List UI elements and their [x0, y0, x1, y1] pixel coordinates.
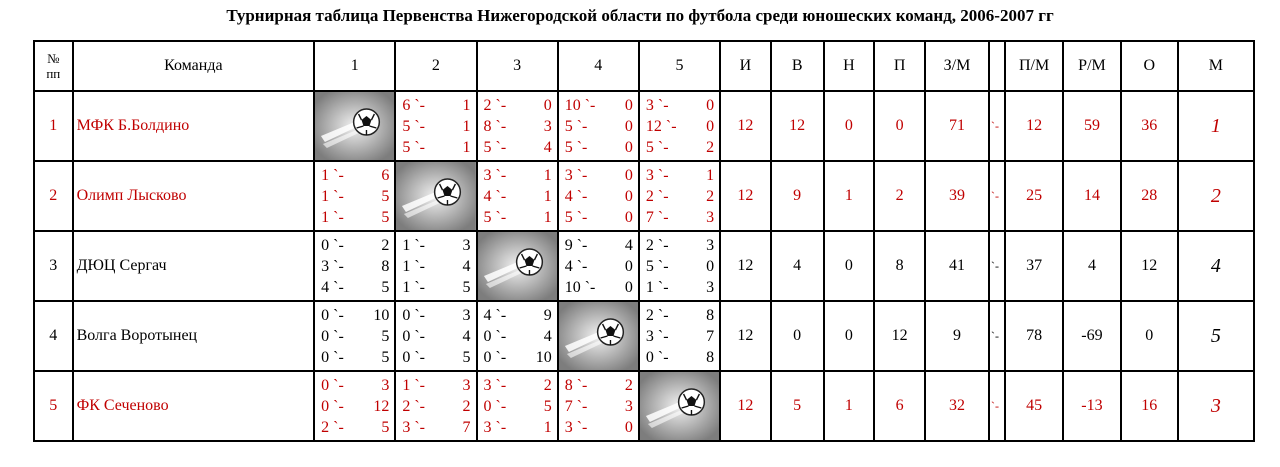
match-score-line	[396, 277, 475, 298]
match-score-line	[559, 235, 638, 256]
match-score-line	[315, 207, 394, 228]
header-scored: З/М	[925, 41, 989, 91]
header-wins: В	[771, 41, 824, 91]
match-score-line	[396, 305, 475, 326]
match-score-line	[559, 417, 638, 438]
score-away: 0	[624, 166, 633, 184]
stat-draws: 0	[824, 301, 875, 371]
match-score-line	[396, 375, 475, 396]
match-score-cell	[639, 161, 720, 231]
stat-points: 0	[1121, 301, 1178, 371]
team-name: ФК Сеченово	[73, 371, 315, 441]
score-home: 6 `-	[402, 96, 425, 114]
score-home: 0 `-	[402, 327, 425, 345]
score-away: 2	[462, 397, 471, 415]
score-away: 0	[624, 138, 633, 156]
score-away: 5	[543, 397, 552, 415]
score-away: 1	[706, 166, 715, 184]
score-away: 2	[706, 138, 715, 156]
match-score-cell	[314, 301, 395, 371]
table-row	[34, 91, 1254, 161]
match-score-line	[478, 95, 557, 116]
match-score-cell	[639, 231, 720, 301]
self-match-cell	[477, 231, 558, 301]
row-num: 3	[34, 231, 73, 301]
score-home: 1 `-	[321, 166, 344, 184]
score-home: 0 `-	[402, 348, 425, 366]
score-away: 3	[543, 117, 552, 135]
stat-draws: 0	[824, 231, 875, 301]
score-home: 1 `-	[645, 278, 669, 296]
score-home: 5 `-	[564, 138, 588, 156]
score-away: 10	[535, 348, 552, 366]
match-score-line	[478, 186, 557, 207]
match-score-line	[315, 347, 394, 368]
score-away: 1	[462, 96, 471, 114]
score-home: 0 `-	[321, 306, 344, 324]
stat-conceded: 37	[1005, 231, 1063, 301]
score-away: 0	[624, 208, 633, 226]
score-away: 4	[543, 138, 552, 156]
score-home: 0 `-	[402, 306, 425, 324]
match-score-line	[640, 186, 719, 207]
score-away: 1	[543, 166, 552, 184]
score-home: 9 `-	[564, 236, 588, 254]
score-home: 0 `-	[321, 236, 344, 254]
stat-scored: 71	[925, 91, 989, 161]
stat-conceded: 45	[1005, 371, 1063, 441]
match-score-line	[478, 417, 557, 438]
self-match-cell	[558, 301, 639, 371]
score-away: 3	[462, 306, 471, 324]
score-away: 3	[706, 278, 715, 296]
match-score-line	[315, 396, 394, 417]
match-score-cell	[477, 301, 558, 371]
score-away: 0	[624, 117, 633, 135]
header-num-line2: пп	[46, 66, 61, 81]
match-score-cell	[395, 91, 476, 161]
match-score-cell	[558, 161, 639, 231]
match-score-line	[559, 165, 638, 186]
score-home: 4 `-	[483, 306, 507, 324]
score-away: 0	[624, 96, 633, 114]
table-row	[34, 301, 1254, 371]
score-home: 5 `-	[483, 208, 507, 226]
row-num: 2	[34, 161, 73, 231]
score-away: 9	[543, 306, 552, 324]
soccer-ball-icon	[478, 232, 557, 300]
score-home: 3 `-	[402, 418, 425, 436]
score-home: 4 `-	[564, 257, 588, 275]
score-home: 1 `-	[402, 236, 425, 254]
score-away: 5	[381, 208, 390, 226]
match-score-line	[315, 326, 394, 347]
header-col-2: 2	[395, 41, 476, 91]
score-home: 10 `-	[564, 278, 596, 296]
header-team: Команда	[73, 41, 315, 91]
score-away: 8	[706, 306, 715, 324]
score-away: 0	[706, 117, 715, 135]
stat-points: 36	[1121, 91, 1178, 161]
stat-scored: 41	[925, 231, 989, 301]
score-away: 0	[706, 257, 715, 275]
stat-conceded: 25	[1005, 161, 1063, 231]
score-home: 3 `-	[483, 418, 507, 436]
stat-sep: `-	[989, 301, 1005, 371]
score-away: 2	[706, 187, 715, 205]
match-score-line	[315, 256, 394, 277]
match-score-line	[640, 165, 719, 186]
match-score-line	[640, 305, 719, 326]
match-score-line	[396, 137, 475, 158]
match-score-cell	[395, 231, 476, 301]
score-away: 1	[543, 418, 552, 436]
stat-games: 12	[720, 371, 771, 441]
match-score-line	[478, 396, 557, 417]
stat-games: 12	[720, 301, 771, 371]
score-away: 3	[706, 208, 715, 226]
score-away: 1	[543, 208, 552, 226]
match-score-line	[559, 277, 638, 298]
stat-sep: `-	[989, 371, 1005, 441]
stat-losses: 8	[874, 231, 925, 301]
score-away: 5	[381, 327, 390, 345]
score-home: 5 `-	[483, 138, 507, 156]
match-score-cell	[314, 371, 395, 441]
table-row	[34, 161, 1254, 231]
stat-losses: 12	[874, 301, 925, 371]
header-separator	[989, 41, 1005, 91]
soccer-ball-icon	[396, 162, 475, 230]
match-score-cell	[558, 231, 639, 301]
score-away: 6	[381, 166, 390, 184]
score-away: 4	[624, 236, 633, 254]
match-score-line	[478, 137, 557, 158]
match-score-line	[640, 347, 719, 368]
match-score-line	[559, 95, 638, 116]
stat-games: 12	[720, 231, 771, 301]
score-away: 3	[624, 397, 633, 415]
match-score-line	[315, 375, 394, 396]
stat-wins: 4	[771, 231, 824, 301]
match-score-cell	[558, 91, 639, 161]
match-score-line	[396, 116, 475, 137]
soccer-ball-icon	[559, 302, 638, 370]
header-losses: П	[874, 41, 925, 91]
header-points: О	[1121, 41, 1178, 91]
match-score-line	[396, 347, 475, 368]
score-away: 5	[381, 278, 390, 296]
header-diff: Р/М	[1063, 41, 1121, 91]
score-home: 2 `-	[321, 418, 344, 436]
score-home: 5 `-	[645, 138, 669, 156]
header-place: М	[1178, 41, 1254, 91]
score-away: 3	[706, 236, 715, 254]
score-home: 8 `-	[564, 376, 588, 394]
match-score-line	[640, 256, 719, 277]
score-away: 4	[462, 327, 471, 345]
score-away: 1	[462, 117, 471, 135]
match-score-line	[478, 165, 557, 186]
score-home: 5 `-	[402, 138, 425, 156]
self-match-cell	[395, 161, 476, 231]
header-conceded: П/М	[1005, 41, 1063, 91]
score-home: 0 `-	[645, 348, 669, 366]
score-home: 5 `-	[564, 117, 588, 135]
score-home: 2 `-	[645, 187, 669, 205]
stat-diff: -69	[1063, 301, 1121, 371]
score-home: 3 `-	[645, 166, 669, 184]
score-away: 3	[462, 236, 471, 254]
stat-diff: -13	[1063, 371, 1121, 441]
score-away: 5	[381, 187, 390, 205]
score-home: 0 `-	[321, 376, 344, 394]
stat-place: 4	[1178, 231, 1254, 301]
stat-losses: 2	[874, 161, 925, 231]
score-home: 4 `-	[564, 187, 588, 205]
stat-place: 5	[1178, 301, 1254, 371]
match-score-cell	[395, 371, 476, 441]
score-home: 7 `-	[645, 208, 669, 226]
stat-draws: 0	[824, 91, 875, 161]
match-score-line	[478, 326, 557, 347]
match-score-line	[396, 235, 475, 256]
match-score-line	[478, 347, 557, 368]
score-away: 1	[462, 138, 471, 156]
header-col-1: 1	[314, 41, 395, 91]
match-score-line	[559, 116, 638, 137]
stat-place: 3	[1178, 371, 1254, 441]
match-score-cell	[477, 161, 558, 231]
stat-sep: `-	[989, 161, 1005, 231]
match-score-line	[559, 396, 638, 417]
score-home: 3 `-	[645, 96, 669, 114]
stat-draws: 1	[824, 371, 875, 441]
score-home: 4 `-	[321, 278, 344, 296]
score-home: 0 `-	[483, 397, 507, 415]
score-home: 1 `-	[321, 187, 344, 205]
stat-games: 12	[720, 91, 771, 161]
score-home: 1 `-	[321, 208, 344, 226]
stat-scored: 9	[925, 301, 989, 371]
standings-table	[33, 40, 1255, 442]
match-score-line	[396, 326, 475, 347]
stat-conceded: 12	[1005, 91, 1063, 161]
score-home: 2 `-	[402, 397, 425, 415]
match-score-line	[640, 207, 719, 228]
row-num: 1	[34, 91, 73, 161]
header-games: И	[720, 41, 771, 91]
score-home: 2 `-	[645, 306, 669, 324]
score-home: 0 `-	[483, 327, 507, 345]
stat-points: 28	[1121, 161, 1178, 231]
score-away: 0	[624, 187, 633, 205]
match-score-cell	[477, 371, 558, 441]
team-name: МФК Б.Болдино	[73, 91, 315, 161]
match-score-cell	[639, 91, 720, 161]
score-away: 4	[462, 257, 471, 275]
score-away: 7	[462, 418, 471, 436]
table-row	[34, 231, 1254, 301]
match-score-line	[640, 116, 719, 137]
stat-losses: 6	[874, 371, 925, 441]
stat-points: 12	[1121, 231, 1178, 301]
match-score-line	[396, 417, 475, 438]
score-home: 2 `-	[645, 236, 669, 254]
score-home: 0 `-	[321, 397, 344, 415]
score-away: 0	[624, 257, 633, 275]
match-score-line	[559, 137, 638, 158]
stat-points: 16	[1121, 371, 1178, 441]
score-away: 2	[624, 376, 633, 394]
page-title: Турнирная таблица Первенства Нижегородской области по футбола среди юношеских команд, 2006-2007 гг	[226, 6, 1054, 25]
table-row	[34, 371, 1254, 441]
stat-scored: 32	[925, 371, 989, 441]
score-away: 5	[381, 348, 390, 366]
header-col-4: 4	[558, 41, 639, 91]
match-score-cell	[395, 301, 476, 371]
match-score-line	[640, 95, 719, 116]
row-num: 5	[34, 371, 73, 441]
score-away: 8	[706, 348, 715, 366]
self-match-cell	[639, 371, 720, 441]
team-name: ДЮЦ Сергач	[73, 231, 315, 301]
score-home: 3 `-	[645, 327, 669, 345]
score-away: 2	[381, 236, 390, 254]
score-home: 3 `-	[321, 257, 344, 275]
match-score-cell	[639, 301, 720, 371]
score-home: 1 `-	[402, 257, 425, 275]
stat-diff: 14	[1063, 161, 1121, 231]
match-score-line	[640, 277, 719, 298]
score-away: 0	[624, 278, 633, 296]
score-home: 5 `-	[564, 208, 588, 226]
stat-games: 12	[720, 161, 771, 231]
match-score-line	[315, 277, 394, 298]
match-score-cell	[477, 91, 558, 161]
score-home: 0 `-	[321, 327, 344, 345]
header-num-line1: №	[47, 51, 60, 66]
match-score-cell	[314, 231, 395, 301]
stat-conceded: 78	[1005, 301, 1063, 371]
score-home: 12 `-	[645, 117, 677, 135]
score-away: 7	[706, 327, 715, 345]
match-score-line	[478, 375, 557, 396]
header-num	[34, 41, 73, 91]
score-home: 0 `-	[321, 348, 344, 366]
stat-place: 1	[1178, 91, 1254, 161]
score-away: 4	[543, 327, 552, 345]
stat-draws: 1	[824, 161, 875, 231]
self-match-cell	[314, 91, 395, 161]
match-score-line	[559, 256, 638, 277]
score-away: 2	[543, 376, 552, 394]
match-score-line	[396, 396, 475, 417]
stat-wins: 9	[771, 161, 824, 231]
score-home: 8 `-	[483, 117, 507, 135]
match-score-line	[559, 186, 638, 207]
score-away: 10	[373, 306, 390, 324]
match-score-line	[478, 116, 557, 137]
header-row	[34, 41, 1254, 91]
stat-losses: 0	[874, 91, 925, 161]
score-away: 5	[381, 418, 390, 436]
score-away: 5	[462, 348, 471, 366]
score-home: 5 `-	[645, 257, 669, 275]
score-home: 3 `-	[564, 166, 588, 184]
score-home: 1 `-	[402, 278, 425, 296]
score-home: 0 `-	[483, 348, 507, 366]
score-home: 1 `-	[402, 376, 425, 394]
row-num: 4	[34, 301, 73, 371]
score-home: 7 `-	[564, 397, 588, 415]
match-score-line	[315, 165, 394, 186]
header-draws: Н	[824, 41, 875, 91]
stat-diff: 4	[1063, 231, 1121, 301]
stat-place: 2	[1178, 161, 1254, 231]
score-away: 12	[373, 397, 390, 415]
score-home: 3 `-	[564, 418, 588, 436]
match-score-line	[640, 326, 719, 347]
match-score-line	[559, 207, 638, 228]
score-away: 0	[543, 96, 552, 114]
team-name: Волга Воротынец	[73, 301, 315, 371]
match-score-line	[315, 235, 394, 256]
score-home: 4 `-	[483, 187, 507, 205]
score-home: 10 `-	[564, 96, 596, 114]
soccer-ball-icon	[315, 92, 394, 160]
match-score-line	[315, 417, 394, 438]
match-score-line	[640, 137, 719, 158]
score-home: 3 `-	[483, 376, 507, 394]
score-away: 3	[462, 376, 471, 394]
stat-wins: 12	[771, 91, 824, 161]
match-score-line	[396, 256, 475, 277]
score-away: 5	[462, 278, 471, 296]
stat-scored: 39	[925, 161, 989, 231]
score-home: 2 `-	[483, 96, 507, 114]
match-score-cell	[558, 371, 639, 441]
match-score-line	[478, 207, 557, 228]
stat-sep: `-	[989, 91, 1005, 161]
score-away: 1	[543, 187, 552, 205]
score-away: 8	[381, 257, 390, 275]
stat-diff: 59	[1063, 91, 1121, 161]
header-col-3: 3	[477, 41, 558, 91]
score-away: 0	[624, 418, 633, 436]
header-col-5: 5	[639, 41, 720, 91]
match-score-cell	[314, 161, 395, 231]
team-name: Олимп Лысково	[73, 161, 315, 231]
score-home: 3 `-	[483, 166, 507, 184]
match-score-line	[315, 186, 394, 207]
match-score-line	[478, 305, 557, 326]
stat-sep: `-	[989, 231, 1005, 301]
stat-wins: 5	[771, 371, 824, 441]
soccer-ball-icon	[640, 372, 719, 440]
stat-wins: 0	[771, 301, 824, 371]
score-away: 3	[381, 376, 390, 394]
match-score-line	[559, 375, 638, 396]
match-score-line	[640, 235, 719, 256]
score-home: 5 `-	[402, 117, 425, 135]
match-score-line	[396, 95, 475, 116]
match-score-line	[315, 305, 394, 326]
score-away: 0	[706, 96, 715, 114]
